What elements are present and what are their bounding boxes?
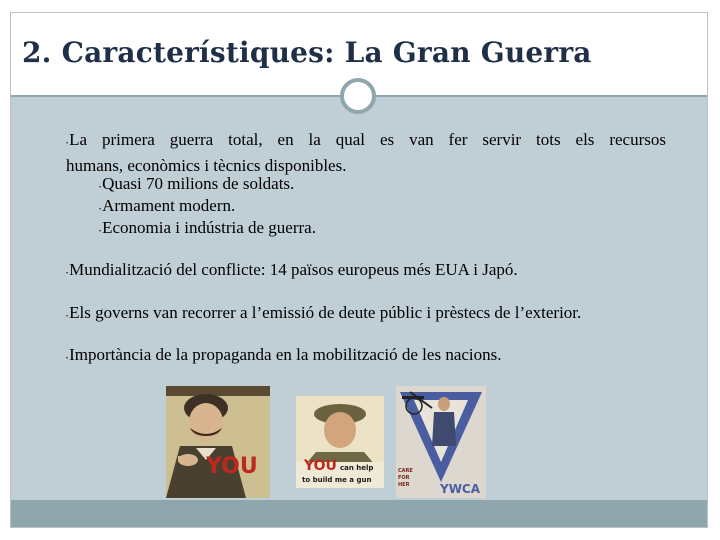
poster-ywca-care: CARE FOR HER: [398, 468, 413, 488]
slide-title: 2. Característiques: La Gran Guerra: [22, 36, 592, 69]
propaganda-poster-ywca: [396, 386, 486, 498]
poster-soldier-can-help: can help: [340, 464, 374, 472]
poster-ywca-label: YWCA: [440, 482, 481, 496]
footer-bar: [11, 500, 707, 527]
sub-item-text: Armament modern.: [102, 196, 236, 215]
sub-item-text: Economia i indústria de guerra.: [102, 218, 316, 237]
poster-soldier-build-gun: to build me a gun: [302, 476, 372, 484]
bullet-icon: •: [66, 356, 69, 362]
poster-kitchener-you: YOU: [206, 454, 258, 479]
sub-item-text: Quasi 70 milions de soldats.: [102, 174, 295, 193]
bullet-icon: •: [66, 314, 69, 320]
poster-kitchener-illustration: [166, 386, 270, 498]
paragraph-1-line-1: La primera guerra total, en la qual es van fer servir tots els recursos: [69, 130, 666, 149]
paragraph-1-line-2: humans, econòmics i tècnics disponibles.: [66, 156, 347, 175]
paragraph-total-war: [66, 129, 666, 177]
propaganda-poster-kitchener: [166, 386, 270, 498]
paragraph-debt: [66, 302, 581, 328]
sub-item-economy: [99, 217, 316, 243]
bullet-icon: •: [99, 207, 102, 213]
bullet-icon: •: [99, 229, 102, 235]
paragraph-3-text: Els governs van recorrer a l’emissió de deute públic i prèstecs de l’exterior.: [69, 303, 582, 322]
bullet-icon: •: [66, 271, 69, 277]
paragraph-globalization: [66, 259, 518, 285]
poster-soldier-you: YOU: [304, 458, 337, 474]
paragraph-2-text: Mundialització del conflicte: 14 països europeus més EUA i Japó.: [69, 260, 518, 279]
decorative-circle-icon: [340, 78, 376, 114]
paragraph-propaganda: [66, 344, 502, 370]
poster-soldier-illustration: [296, 396, 384, 488]
paragraph-4-text: Importància de la propaganda en la mobilització de les nacions.: [69, 345, 502, 364]
bullet-icon: •: [99, 185, 102, 191]
propaganda-poster-soldier: [296, 396, 384, 488]
bullet-icon: •: [66, 141, 69, 147]
